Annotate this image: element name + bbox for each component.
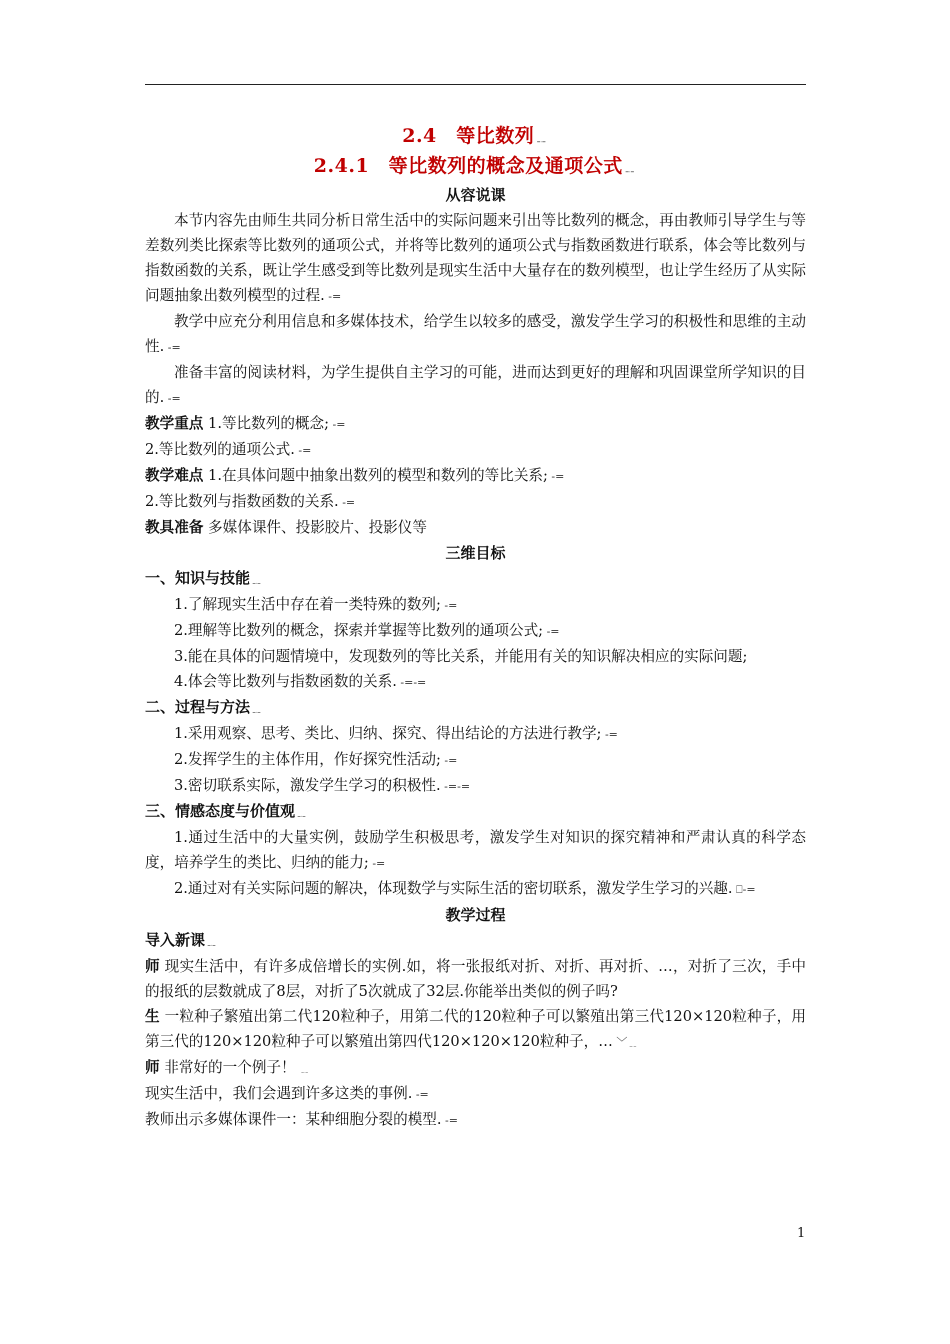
goal-3-item: 2.通过对有关实际问题的解决，体现数学与实际生活的密切联系，激发学生学习的兴趣. ⎕-= [174, 880, 756, 897]
goal-1-item: 4.体会等比数列与指数函数的关系. -=-= [174, 673, 427, 690]
mark-glyph: ﹎ [534, 130, 549, 146]
goal-3-item: 1.通过生活中的大量实例，鼓励学生积极思考，激发学生对知识的探究精神和严肃认真的科学态度，培养学生的类比、归纳的能力; -= [145, 829, 806, 871]
goal-1-item: 1.了解现实生活中存在着一类特殊的数列; -= [174, 596, 458, 613]
closing-line-1: 现实生活中，我们会遇到许多这类的事例. -= [145, 1085, 429, 1102]
mark-glyph: ﹎ [622, 160, 638, 176]
process-title: 导入新课﹎ [145, 931, 219, 949]
teacher-label: 师 [145, 1059, 160, 1076]
difficulty-label: 教学难点 [145, 467, 204, 484]
teacher-label: 师 [145, 958, 160, 975]
tools-label: 教具准备 [145, 519, 204, 536]
student-line-1: 生 一粒种子繁殖出第二代120粒种子，用第二代的120粒种子可以繁殖出第三代120×120粒种子，用第三代的120×120粒种子可以繁殖出第四代120×120×120粒种子，… ﹀﹎ [145, 1008, 806, 1050]
heading-goals: 三维目标 [445, 544, 506, 562]
goal-2-title: 二、过程与方法﹎ [145, 698, 264, 716]
key-points-label: 教学重点 [145, 415, 204, 432]
goal-2-item: 2.发挥学生的主体作用，作好探究性活动; -= [174, 751, 458, 768]
goal-2-item: 3.密切联系实际，激发学生学习的积极性. -=-= [174, 777, 471, 794]
goal-1-item: 3.能在具体的问题情境中，发现数列的等比关系，并能用有关的知识解决相应的实际问题; [174, 648, 748, 665]
goal-3-title: 三、情感态度与价值观﹎ [145, 802, 309, 820]
header-rule [145, 84, 806, 85]
section-title: 2.4 等比数列 [402, 125, 535, 147]
teacher-line-2: 师 非常好的一个例子！ ﹎ [145, 1059, 311, 1076]
tools-line: 教具准备 多媒体课件、投影胶片、投影仪等 [145, 519, 427, 536]
document-body [145, 122, 806, 1133]
page-number: 1 [797, 1226, 806, 1241]
closing-line-2: 教师出示多媒体课件一：某种细胞分裂的模型. -= [145, 1111, 458, 1128]
title-subsection [145, 152, 806, 182]
goal-1-item: 2.理解等比数列的概念，探索并掌握等比数列的通项公式; -= [174, 622, 560, 639]
difficulty-2: 2.等比数列与指数函数的关系. -= [145, 493, 356, 510]
key-point-2: 2.等比数列的通项公式. -= [145, 441, 312, 458]
teacher-line-1: 师 现实生活中，有许多成倍增长的实例.如，将一张报纸对折、对折、再对折、…，对折了三次，手中的报纸的层数就成了8层，对折了5次就成了32层.你能举出类似的例子吗? [145, 958, 806, 1000]
intro-paragraph-3: 准备丰富的阅读材料，为学生提供自主学习的可能，进而达到更好的理解和巩固课堂所学知识的目的. -= [145, 364, 806, 406]
goal-1-title: 一、知识与技能﹎ [145, 569, 264, 587]
student-label: 生 [145, 1008, 160, 1025]
intro-paragraph-1: 本节内容先由师生共同分析日常生活中的实际问题来引出等比数列的概念，再由教师引导学生与等差数列类比探索等比数列的通项公式，并将等比数列的通项公式与指数函数进行联系，体会等比数列与指数函数的关系，既让学生感受到等比数列是现实生活中大量存在的数列模型，也让学生经历了从实际问题抽象出数列模型的过程. -= [145, 212, 806, 304]
intro-paragraph-2: 教学中应充分利用信息和多媒体技术，给学生以较多的感受，激发学生学习的积极性和思维的主动性. -= [145, 313, 806, 355]
heading-process: 教学过程 [445, 906, 506, 924]
title-section [145, 122, 806, 152]
difficulty-line: 教学难点 1.在具体问题中抽象出数列的模型和数列的等比关系; -= [145, 467, 565, 484]
heading-intro: 从容说课 [445, 186, 506, 204]
subsection-title: 2.4.1 等比数列的概念及通项公式 [313, 155, 623, 177]
key-points-line: 教学重点 1.等比数列的概念; -= [145, 415, 346, 432]
goal-2-item: 1.采用观察、思考、类比、归纳、探究、得出结论的方法进行教学; -= [174, 725, 618, 742]
